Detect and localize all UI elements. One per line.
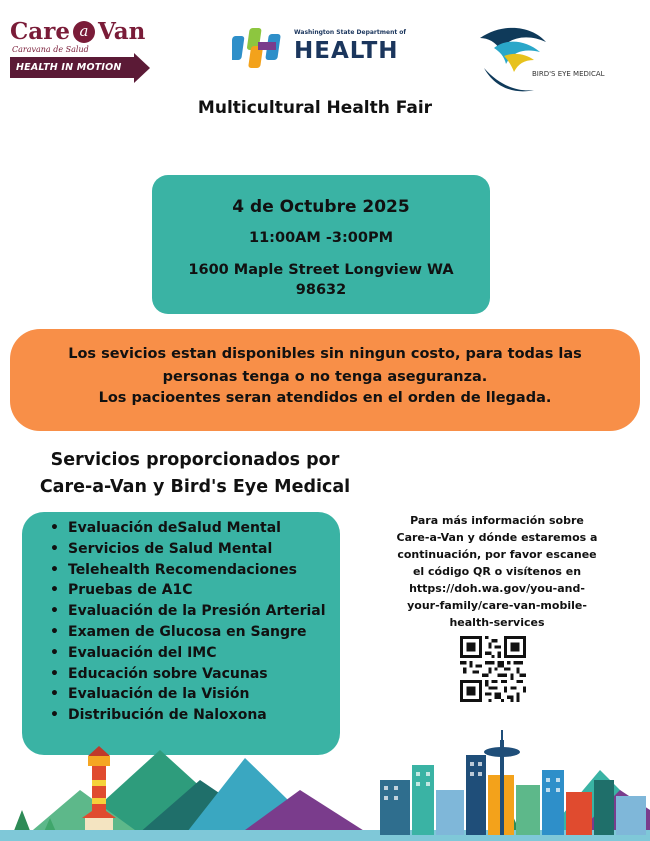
building-shape	[594, 780, 614, 835]
info-url-line3[interactable]: health-services	[449, 616, 545, 629]
building-shape	[412, 765, 434, 835]
service-item: • Evaluación del IMC	[48, 643, 338, 664]
info-url-line1[interactable]: https://doh.wa.gov/you-and-	[409, 582, 585, 595]
info-line2: Care-a-Van y dónde estaremos a	[396, 531, 598, 544]
services-heading-line1: Servicios proporcionados por	[50, 450, 340, 470]
building-shape	[542, 770, 564, 835]
free-services-notice	[10, 329, 640, 431]
building-shape	[516, 785, 540, 835]
care-a-van-logo	[10, 18, 150, 80]
info-line4: el código QR o visítenos en	[412, 565, 582, 578]
notice-line1: Los sevicios estan disponibles sin ningun costo, para todas las	[68, 346, 582, 362]
more-info-text	[388, 512, 606, 631]
qr-code-icon[interactable]	[460, 636, 526, 702]
service-item: • Evaluación de la Presión Arterial	[48, 601, 338, 622]
birds-eye-logo	[474, 20, 624, 95]
service-item: • Servicios de Salud Mental	[48, 539, 338, 560]
doh-health-logo	[232, 26, 407, 68]
service-item: • Pruebas de A1C	[48, 580, 338, 601]
doh-mark-icon	[232, 26, 292, 68]
bird-icon	[474, 20, 554, 95]
care-a-van-logo-word2: Van	[98, 18, 146, 45]
service-item: • Examen de Glucosa en Sangre	[48, 622, 338, 643]
info-url-line2[interactable]: your-family/care-van-mobile-	[407, 599, 587, 612]
care-a-van-logo-word1: Care	[10, 18, 70, 45]
building-shape	[566, 792, 592, 835]
birds-eye-logo-text: BIRD'S EYE MEDICAL	[532, 70, 605, 78]
services-list-box	[22, 512, 340, 755]
event-address-line2: 98632	[295, 282, 347, 298]
event-time: 11:00AM -3:00PM	[249, 230, 393, 246]
city-skyline-illustration	[0, 730, 650, 841]
building-shape	[466, 755, 486, 835]
info-line1: Para más información sobre	[410, 514, 584, 527]
notice-line3: Los pacioentes seran atendidos en el orden de llegada.	[98, 390, 552, 406]
event-date: 4 de Octubre 2025	[232, 197, 410, 217]
service-item: • Educación sobre Vacunas	[48, 664, 338, 685]
building-shape	[436, 790, 464, 835]
care-a-van-logo-subtitle: Caravana de Salud	[12, 45, 89, 54]
service-item: • Telehealth Recomendaciones	[48, 560, 338, 581]
event-address-line1: 1600 Maple Street Longview WA	[188, 262, 454, 278]
services-list	[48, 518, 338, 726]
building-shape	[616, 796, 646, 835]
doh-logo-top: Washington State Department of	[294, 29, 407, 36]
info-line3: continuación, por favor escanee	[397, 548, 597, 561]
fair-title: Multicultural Health Fair	[197, 98, 433, 118]
service-item: • Distribución de Naloxona	[48, 705, 338, 726]
care-a-van-logo-arrow	[134, 53, 150, 83]
care-a-van-logo-tagline: HEALTH IN MOTION	[10, 57, 134, 78]
services-heading-line2: Care-a-Van y Bird's Eye Medical	[39, 477, 351, 497]
service-item: • Evaluación deSalud Mental	[48, 518, 338, 539]
service-item: • Evaluación de la Visión	[48, 684, 338, 705]
notice-line2: personas tenga o no tenga aseguranza.	[162, 369, 488, 385]
doh-logo-main: HEALTH	[294, 38, 399, 64]
services-heading	[10, 447, 380, 501]
event-info-box	[152, 175, 490, 314]
care-a-van-logo-letter: a	[73, 21, 95, 43]
